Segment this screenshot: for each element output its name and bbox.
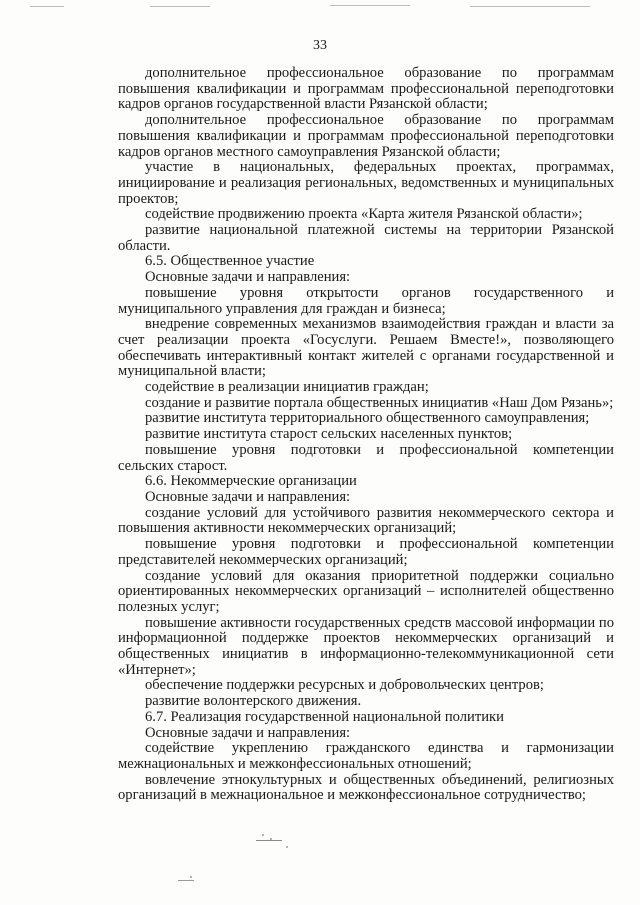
tasks-label: Основные задачи и направления: bbox=[145, 488, 351, 505]
scan-artifact bbox=[190, 876, 192, 878]
page-number: 33 bbox=[313, 38, 327, 53]
paragraph-national-projects: участие в национальных, федеральных проектах, программах, инициирование и реализация региональных, ведомственных и муниципальных проектов; bbox=[118, 159, 614, 207]
paragraph-media-support: повышение активности государственных средств массовой информации по информационной поддержке проектов некоммерческих организаций и общественных инициатив в информационно-телекоммуникационной сети «Интернет»; bbox=[118, 614, 614, 678]
section-heading-6-5: 6.5. Общественное участие bbox=[145, 253, 315, 270]
paragraph-nko-development: создание условий для устойчивого развития некоммерческого сектора и повышения активности некоммерческих организаций; bbox=[118, 504, 614, 537]
paragraph-starosty: развитие института старост сельских населенных пунктов; bbox=[145, 426, 513, 443]
paragraph-payment-system: развитие национальной платежной системы на территории Рязанской области. bbox=[118, 222, 614, 254]
section-heading-6-7: 6.7. Реализация государственной национальной политики bbox=[145, 708, 504, 725]
tasks-label: Основные задачи и направления: bbox=[145, 724, 351, 741]
scan-artifact bbox=[256, 840, 282, 841]
scan-artifact bbox=[470, 6, 590, 7]
scan-artifact bbox=[286, 846, 288, 848]
paragraph-nko-training: повышение уровня подготовки и профессиональной компетенции представителей некоммерческих организаций; bbox=[118, 536, 614, 568]
paragraph-tos: развитие института территориального общественного самоуправления; bbox=[145, 410, 590, 427]
tasks-label: Основные задачи и направления: bbox=[145, 269, 351, 286]
paragraph-starosty-training: повышение уровня подготовки и профессиональной компетенции сельских старост. bbox=[118, 441, 614, 474]
paragraph-volunteers: развитие волонтерского движения. bbox=[145, 693, 362, 710]
paragraph-initiatives: содействие в реализации инициатив граждан; bbox=[145, 379, 429, 396]
scan-artifact bbox=[178, 880, 194, 881]
paragraph-civil-unity: содействие укреплению гражданского единства и гармонизации межнациональных и межконфессиональных отношений; bbox=[118, 740, 614, 772]
section-heading-6-6: 6.6. Некоммерческие организации bbox=[145, 473, 357, 490]
paragraph-openness: повышение уровня открытости органов государственного и муниципального управления для граждан и бизнеса; bbox=[118, 284, 614, 317]
paragraph-gosuslugi: внедрение современных механизмов взаимодействия граждан и власти за счет реализации проекта «Госуслуги. Решаем Вместе!», позволяющего обеспечивать интерактивный контакт жителей с органами государственной и муниципальной власти; bbox=[118, 316, 614, 380]
paragraph-resident-card: содействие продвижению проекта «Карта жителя Рязанской области»; bbox=[145, 206, 583, 223]
paragraph-resource-centers: обеспечение поддержки ресурсных и добровольческих центров; bbox=[145, 677, 544, 694]
paragraph-dpo-municipal: дополнительное профессиональное образование по программам повышения квалификации и программам профессиональной переподготовки кадров органов местного самоуправления Рязанской области; bbox=[118, 112, 614, 160]
paragraph-nko-support: создание условий для оказания приоритетной поддержки социально ориентированных некоммерческих организаций – исполнителей общественно полезных услуг; bbox=[118, 567, 614, 615]
scan-artifact bbox=[330, 5, 410, 6]
paragraph-ethnocultural: вовлечение этнокультурных и общественных объединений, религиозных организаций в межнациональное и межконфессиональное сотрудничество; bbox=[118, 771, 614, 804]
paragraph-dpo-state: дополнительное профессиональное образование по программам повышения квалификации и программам профессиональной переподготовки кадров органов государственной власти Рязанской области; bbox=[118, 65, 614, 113]
paragraph-portal: создание и развитие портала общественных инициатив «Наш Дом Рязань»; bbox=[145, 394, 614, 411]
scan-artifact bbox=[262, 834, 264, 836]
scan-artifact bbox=[150, 6, 210, 7]
scan-artifact bbox=[30, 6, 64, 7]
document-body bbox=[118, 66, 614, 804]
